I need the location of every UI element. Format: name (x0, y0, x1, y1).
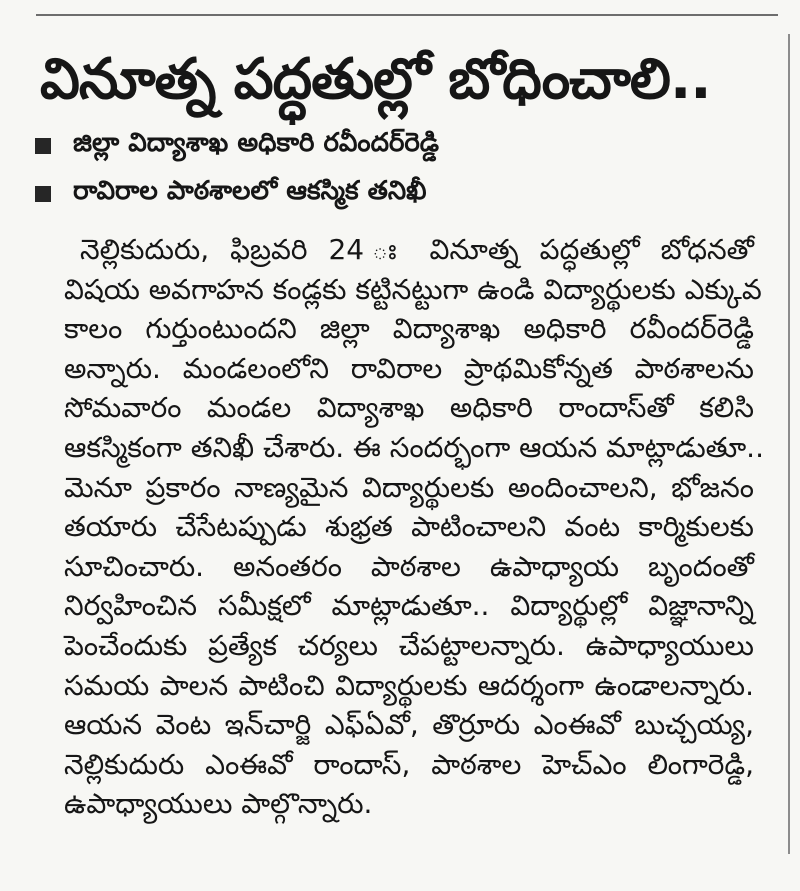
article-line: నెల్లికుదురు, ఫిబ్రవరి 24 ః వినూత్న పద్ధతుల్లో బోధనతో (80, 233, 754, 266)
article-line: నెల్లికుదురు ఎంఈవో రాందాస్, పాఠశాల హెచ్‌ఎం లింగారెడ్డి, (64, 747, 754, 781)
subheadline-item (35, 170, 439, 218)
article-line: సమయ పాలన పాటించి విద్యార్థులకు ఆదర్శంగా ఉండాలన్నారు. (64, 668, 754, 702)
article-line: అన్నారు. మండలంలోని రావిరాల ప్రాథమికోన్నత పాఠశాలను (64, 351, 754, 385)
square-bullet-icon (35, 138, 51, 154)
square-bullet-icon (35, 186, 51, 202)
headline: వినూత్న పద్ధతుల్లో బోధించాలి.. (40, 47, 711, 112)
article-line: విషయ అవగాహన కండ్లకు కట్టినట్టుగా ఉండి విద్యార్థులకు ఎక్కువ (64, 272, 762, 306)
article-line: ఉపాధ్యాయులు పాల్గొన్నారు. (64, 787, 373, 821)
article-line: నిర్వహించిన సమీక్షలో మాట్లాడుతూ.. విద్యార్థుల్లో విజ్ఞానాన్ని (64, 589, 754, 623)
subheadline-list (35, 122, 439, 218)
article-line: తయారు చేసేటప్పుడు శుభ్రత పాటించాలని వంట కార్మికులకు (64, 510, 754, 544)
article-body (64, 230, 764, 824)
article-line: పెంచేందుకు ప్రత్యేక చర్యలు చేపట్టాలన్నారు. ఉపాధ్యాయులు (64, 628, 754, 662)
article-line: కాలం గుర్తుంటుందని జిల్లా విద్యాశాఖ అధికారి రవీందర్‌రెడ్డి (64, 312, 754, 346)
article-line: సోమవారం మండల విద్యాశాఖ అధికారి రాందాస్‌తో కలిసి (64, 391, 754, 425)
article-line: ఆయన వెంట ఇన్‌చార్జి ఎఫ్‌ఏవో, తొర్రూరు ఎంఈవో బుచ్చయ్య, (64, 708, 754, 742)
subheadline-item (35, 122, 439, 170)
right-column-divider (788, 34, 790, 854)
subheadline-text: రావిరాల పాఠశాలలో ఆకస్మిక తనిఖీ (73, 176, 427, 206)
subheadline-text: జిల్లా విద్యాశాఖ అధికారి రవీందర్‌రెడ్డి (73, 128, 440, 158)
article-line: సూచించారు. అనంతరం పాఠశాల ఉపాధ్యాయ బృందంతో (64, 549, 754, 583)
top-divider (36, 14, 778, 16)
article-line: ఆకస్మికంగా తనిఖీ చేశారు. ఈ సందర్భంగా ఆయన మాట్లాడుతూ.. (64, 430, 764, 464)
article-line: మెనూ ప్రకారం నాణ్యమైన విద్యార్థులకు అందించాలని, భోజనం (64, 470, 754, 504)
